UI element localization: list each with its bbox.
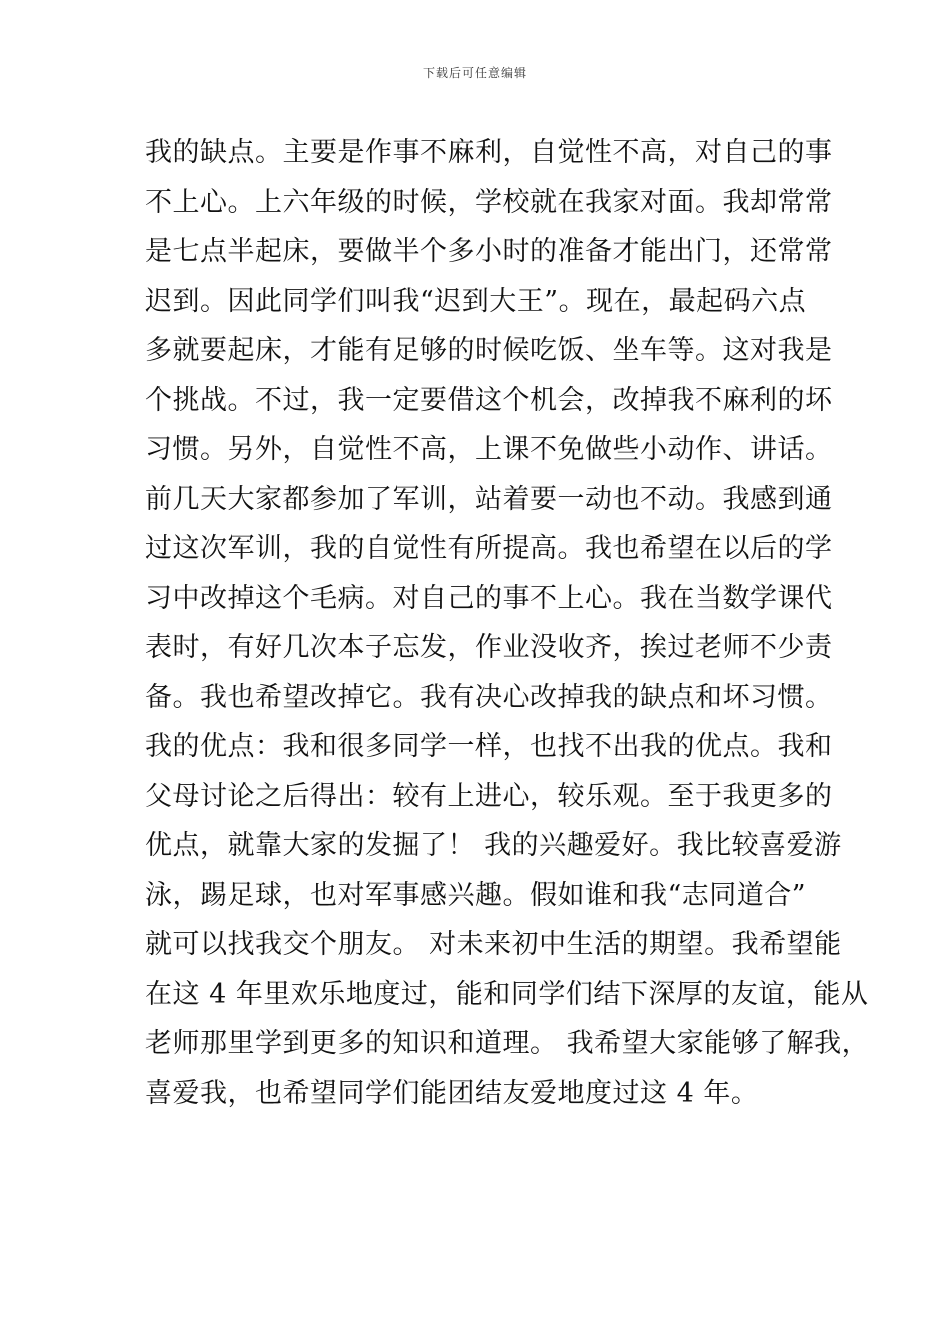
body-text xyxy=(145,128,870,1118)
body-line: 泳，踢足球，也对军事感兴趣。假如谁和我“志同道合” xyxy=(145,879,807,911)
body-line: 喜爱我，也希望同学们能团结友爱地度过这 4 年。 xyxy=(145,1077,759,1109)
body-line: 个挑战。不过，我一定要借这个机会，改掉我不麻利的坏 xyxy=(145,384,833,416)
page-header: 下载后可任意编辑 xyxy=(422,66,527,80)
body-line: 迟到。因此同学们叫我“迟到大王”。现在，最起码六点 xyxy=(145,285,807,317)
body-line: 备。我也希望改掉它。我有决心改掉我的缺点和坏习惯。 xyxy=(145,681,833,713)
body-line: 过这次军训，我的自觉性有所提高。我也希望在以后的学 xyxy=(145,533,833,564)
body-line: 习惯。另外，自觉性不高，上课不免做些小动作、讲话。 xyxy=(145,434,833,465)
body-line: 不上心。上六年级的时候，学校就在我家对面。我却常常 xyxy=(145,186,833,218)
body-line: 多就要起床，才能有足够的时候吃饭、坐车等。这对我是 xyxy=(145,335,833,366)
body-line: 我的优点：我和很多同学一样，也找不出我的优点。我和 xyxy=(145,731,833,762)
body-line: 就可以找我交个朋友。 对未来初中生活的期望。我希望能 xyxy=(145,929,842,960)
body-line: 父母讨论之后得出：较有上进心，较乐观。至于我更多的 xyxy=(145,780,833,812)
body-line: 前几天大家都参加了军训，站着要一动也不动。我感到通 xyxy=(145,483,833,515)
body-line: 优点，就靠大家的发掘了！ 我的兴趣爱好。我比较喜爱游 xyxy=(145,830,842,861)
body-line: 表时，有好几次本子忘发，作业没收齐，挨过老师不少责 xyxy=(145,632,833,663)
body-line: 习中改掉这个毛病。对自己的事不上心。我在当数学课代 xyxy=(145,582,833,614)
body-line: 是七点半起床，要做半个多小时的准备才能出门，还常常 xyxy=(145,236,833,267)
body-line: 在这 4 年里欢乐地度过，能和同学们结下深厚的友谊，能从 xyxy=(145,978,869,1010)
body-line: 我的缺点。主要是作事不麻利，自觉性不高，对自己的事 xyxy=(145,137,833,168)
body-line: 老师那里学到更多的知识和道理。 我希望大家能够了解我， xyxy=(145,1028,870,1059)
